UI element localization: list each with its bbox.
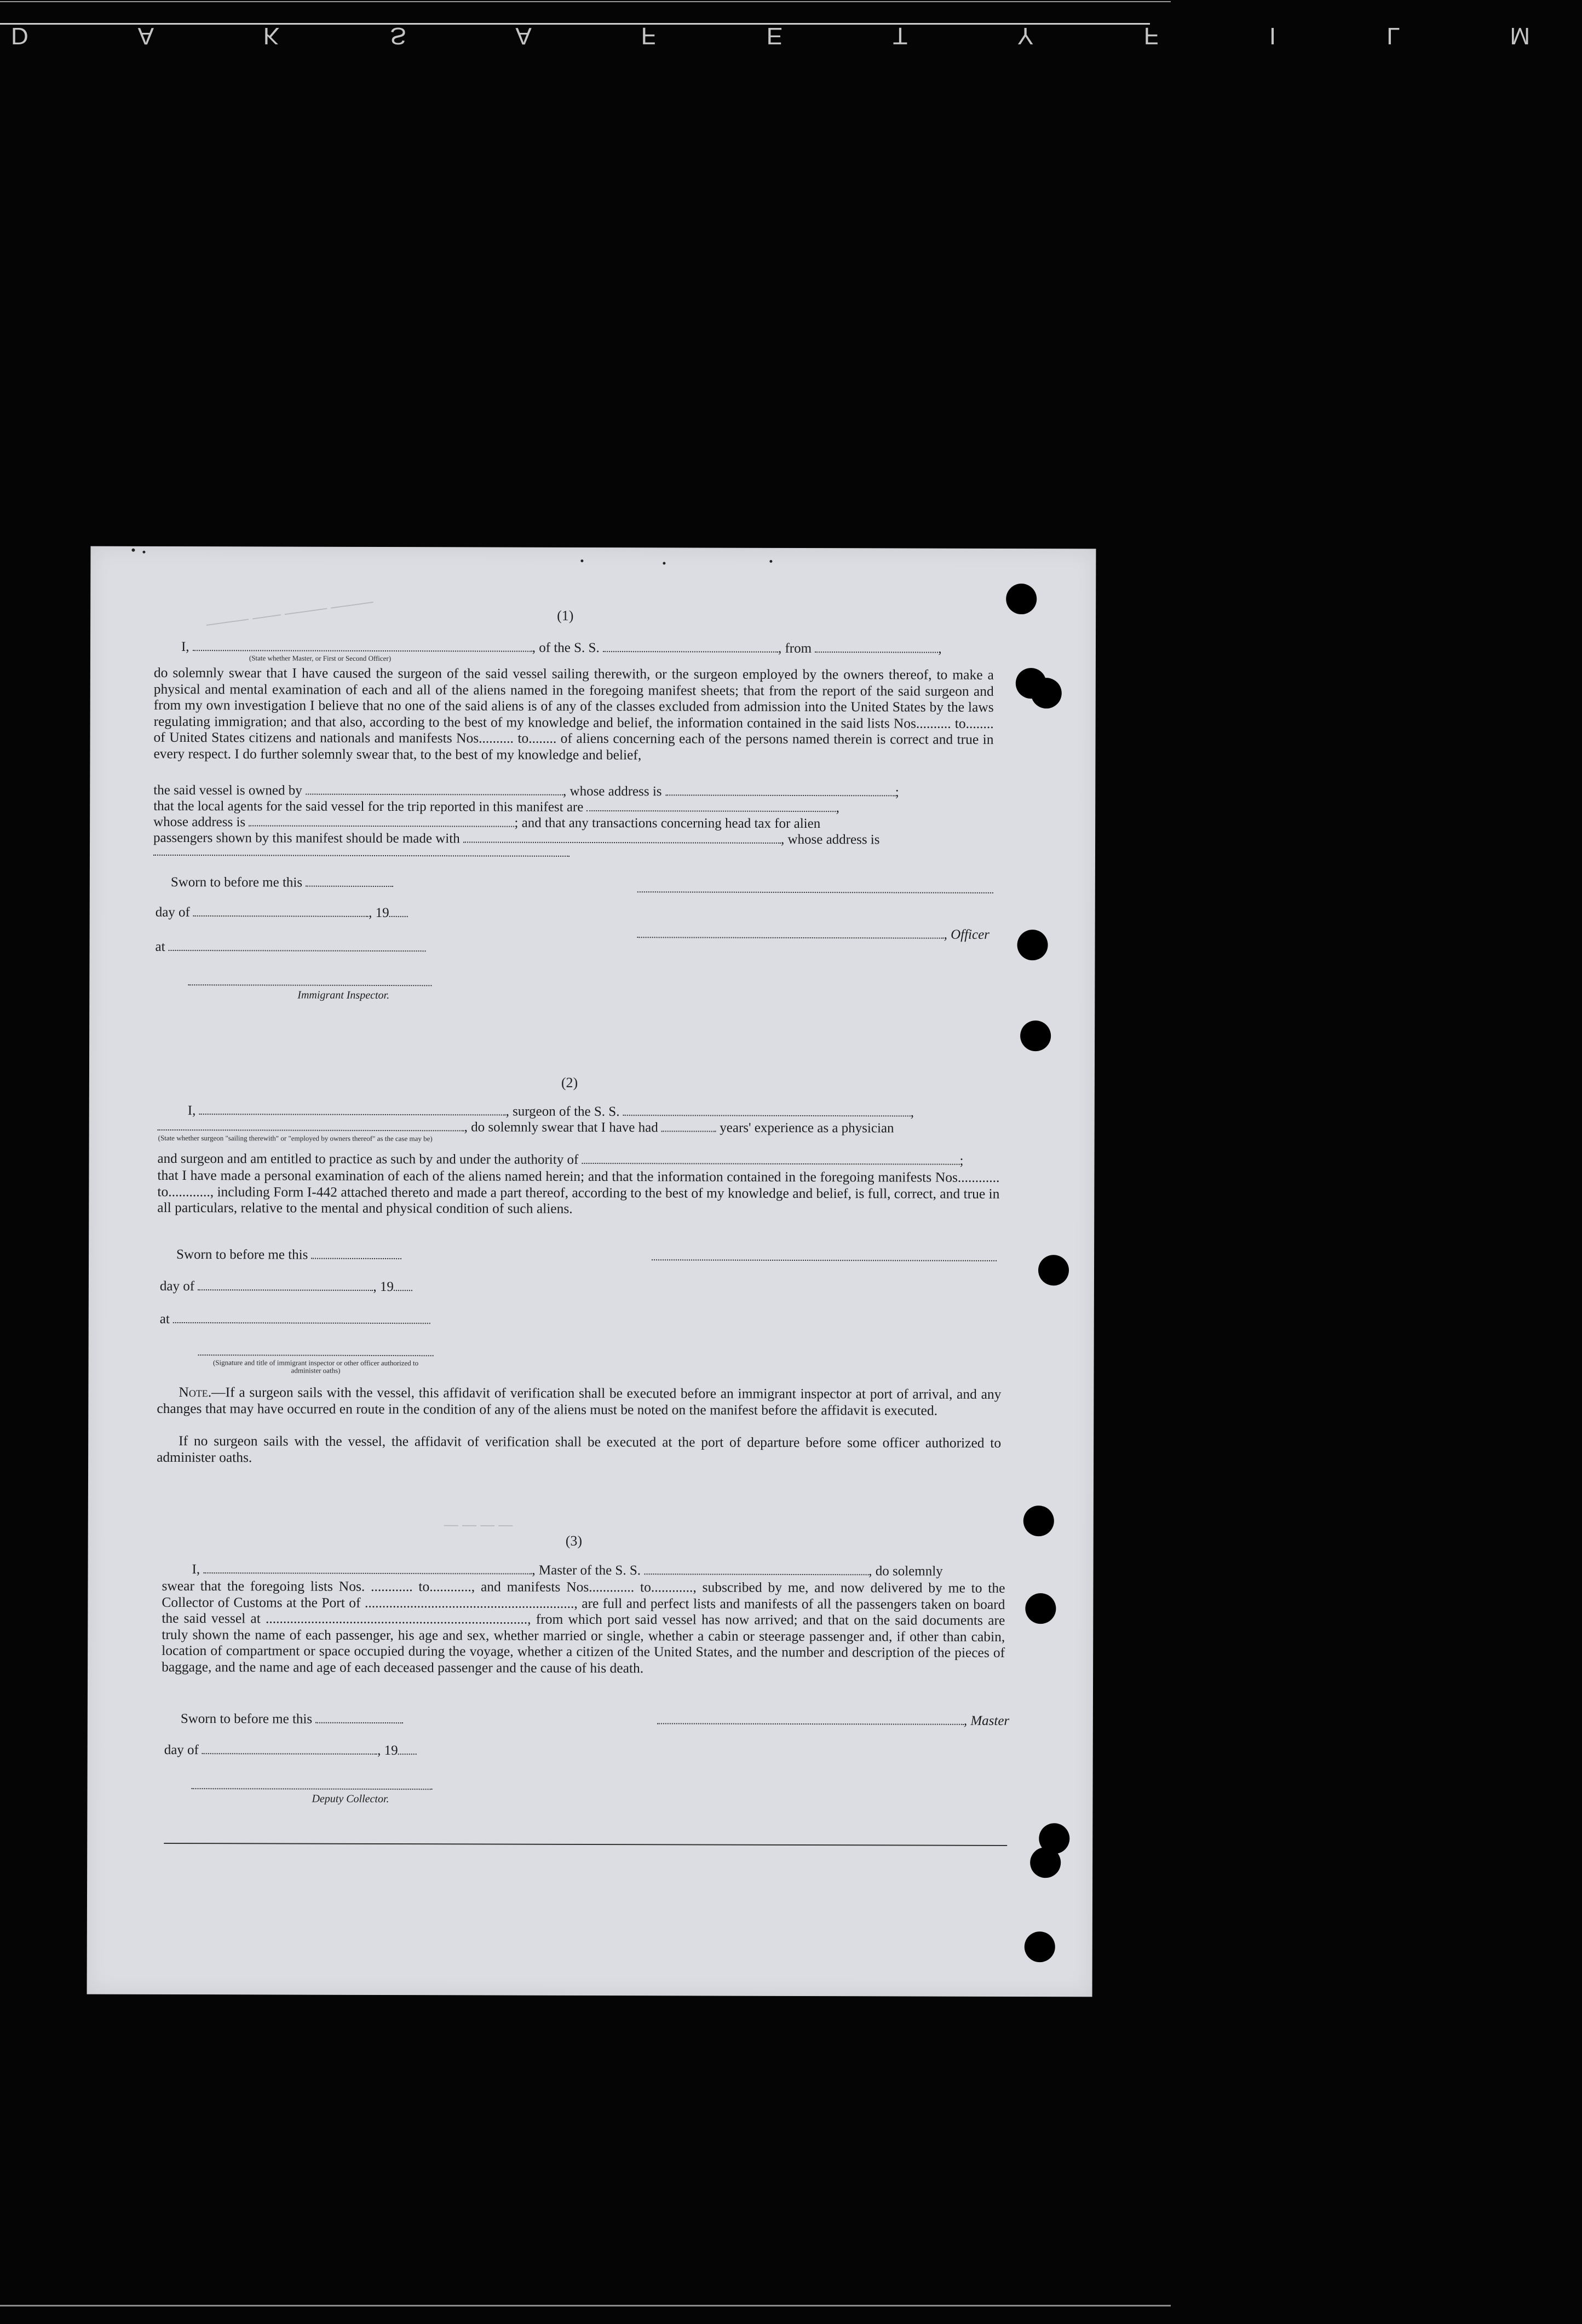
surgeon-signature-blank [652,1259,997,1261]
collector-title: Deputy Collector. [312,1792,389,1806]
line-end: , whose address is [780,832,880,847]
bleed-through-mark: ——— —— ——— ——— [205,592,375,632]
line-end: ; [895,785,899,800]
day-of-label: day of [155,904,190,920]
inspector-signature-blank [188,984,432,986]
continuation-blank [153,855,569,857]
line-lead: and surgeon and am entitled to practice as such by and under the authority of [157,1151,579,1167]
sworn-date-blank [306,876,393,887]
bottom-rule [164,1843,1007,1846]
master-signature-blank [657,1713,964,1725]
punch-hole [1025,1931,1055,1962]
oath-paragraph: do solemnly swear that I have caused the surgeon of the said vessel sailing therewith, or the surgeon employed by the owners thereof, to make a physical and mental examination of each and all of the aliens named in the foregoing manifest sheets; that from the report of the said surgeon and from my own investigation I believe that no one of the said aliens is of any of the classes excluded from admission into the United States by the laws regulating immigration; and that also, according to the best of my knowledge and belief, the information contained in the said lists Nos.......... to........ of United States citizens and nationals and manifests Nos.......... to........ of aliens concerning each of the persons named therein is correct and true in every respect. I do further solemnly swear that, to the best of my knowledge and belief, [153,664,994,763]
section-number: (3) [565,1532,583,1549]
day-of-label: day of [159,1278,195,1294]
punch-hole [1031,678,1062,708]
note-label: Note. [179,1384,212,1400]
punch-hole [1030,1847,1061,1878]
line-tail: , [938,641,942,656]
inspector-title: Immigrant Inspector. [297,989,390,1002]
manifest-affidavit-page [87,546,1096,1997]
punch-hole [1038,1255,1069,1285]
line-lead: I, [187,1103,196,1118]
line-end: , surgeon of the S. S. [505,1104,620,1120]
note-paragraph-2 [157,1433,1001,1467]
day-of-line [156,905,408,921]
punch-hole [1023,1506,1054,1536]
ink-speck [769,560,772,563]
at-line [156,939,426,955]
master-name-blank [203,1562,532,1575]
day-of-line [164,1743,417,1758]
sworn-label: Sworn to before me this [170,874,303,890]
month-blank [193,906,369,917]
head-tax-agent-blank [463,832,781,844]
master-signature-line [657,1712,1009,1729]
port-blank [815,642,938,653]
film-edge-text: D A K S A F E T Y F I L M [11,22,1582,49]
year-label: , 19 [377,1743,398,1758]
line-end: , from [778,641,812,656]
at-label: at [159,1311,170,1327]
day-of-label: day of [164,1742,199,1758]
surgeon-status-blank [158,1120,464,1131]
field-caption: (State whether Master, or First or Second Officer) [249,654,392,663]
sworn-label: Sworn to before me this [180,1711,313,1727]
sworn-date-blank [312,1248,402,1259]
month-blank [202,1743,377,1755]
line-end: , [836,800,839,816]
line-mid: , do solemnly swear that I have had [464,1120,658,1135]
officer-signature-blank-upper [637,891,993,893]
line-end: years' experience as a physician [720,1120,894,1136]
ink-speck [131,549,135,552]
master-oath-paragraph: swear that the foregoing lists Nos. ............ to............, and manifests Nos............. to............, subscribed by me, and now delivered by me to the Collector of Customs at the Port of ............................................................, are full and perfect lists and manifests of all the passengers taken on board the said vessel at ..........................................................................., from which port said vessel has now arrived; and that on the said documents are truly shown the name of each passenger, his age and sex, whether married or single, whether a cabin or steerage passenger and, if other than cabin, location of compartment or space occupied during the voyage, whether a citizen of the United States, and the number and description of the pieces of baggage, and the name and age of each deceased passenger and the cause of his death. [162,1577,1005,1676]
month-blank [198,1279,373,1291]
line-lead: I, [181,639,189,655]
line-mid: , whose address is [562,783,662,799]
line-lead: passengers shown by this manifest should be made with [153,830,460,846]
section-number: (1) [557,607,574,624]
year-blank [394,1280,412,1291]
line-tail: , [910,1105,914,1120]
agents-blank [587,800,836,812]
sworn-line [176,1247,402,1263]
vessel-blank [644,1564,868,1575]
agents-line [153,799,839,816]
sworn-date-blank [315,1712,403,1723]
owner-line [153,783,899,800]
authority-line [157,1151,963,1169]
place-blank [169,940,426,951]
name-blank [193,640,532,652]
line-mid: , of the S. S. [532,640,600,656]
ink-speck [580,560,583,562]
agents-address-line [153,815,820,832]
line-mid: , Master of the S. S. [532,1562,641,1578]
ink-speck [663,562,665,564]
film-edge-line [0,2305,1171,2306]
collector-signature-blank [192,1788,433,1790]
signature-caption: (Signature and title of immigrant inspector or other officer authorized to administer oaths) [212,1358,419,1375]
surgeon-declaration-line [188,1103,914,1120]
year-label: , 19 [369,905,389,921]
note-paragraph [157,1384,1001,1418]
officer-signature-line [637,926,990,943]
line-lead: I, [192,1562,200,1577]
master-line [192,1562,943,1579]
surgeon-name-blank [199,1104,506,1115]
film-edge-line [0,1,1171,2]
punch-hole [1025,1593,1056,1624]
year-blank [389,906,408,917]
years-blank [661,1121,716,1132]
sworn-line [181,1711,404,1727]
vessel-blank [623,1105,911,1116]
head-tax-line [153,831,880,847]
authority-blank [582,1153,960,1165]
year-blank [398,1744,417,1755]
line-lead: that the local agents for the said vessel for the trip reported in this manifest are [153,798,584,815]
day-of-line [160,1279,412,1295]
ink-speck [142,551,145,553]
year-label: , 19 [373,1279,394,1295]
vessel-blank [603,641,778,653]
officer-signature-blank [637,927,944,938]
note-text: —If a surgeon sails with the vessel, this affidavit of verification shall be executed before an immigrant inspector at port of arrival, and any changes that may have occurred en route in the condition of any of the aliens must be noted on the manifest before the affidavit is executed. [157,1384,1002,1418]
examination-paragraph: that I have made a personal examination of each of the aliens named herein; and that the information contained in the foregoing manifests Nos............ to............, including Form I-442 attached thereto and made a part thereof, according to the best of my knowledge and belief, is full, correct, and true in all particulars, relative to the mental and physical condition of such aliens. [157,1167,1000,1216]
punch-hole [1020,1020,1051,1051]
line-lead: whose address is [153,814,246,830]
agents-address-blank [249,815,514,827]
line-end: ; and that any transactions concerning head tax for alien [514,815,821,832]
officer-label: , Officer [944,927,990,942]
punch-hole [1006,584,1037,614]
at-line [160,1312,430,1328]
field-caption: (State whether surgeon "sailing therewith" or "employed by owners thereof" as the case may be) [158,1133,433,1143]
sworn-label: Sworn to before me this [176,1247,308,1262]
owner-blank [306,784,563,795]
inspector-signature-blank [198,1354,434,1356]
punch-hole [1017,930,1048,960]
film-edge-marking [0,16,1582,49]
line-end: , do solemnly [868,1564,943,1579]
owner-address-blank [665,785,895,796]
line-end: ; [959,1153,964,1168]
note-text: If no surgeon sails with the vessel, the affidavit of verification shall be executed at the port of departure before some officer authorized to administer oaths. [157,1433,1002,1465]
line-lead: the said vessel is owned by [153,782,302,798]
place-blank [173,1312,430,1324]
bleed-through-mark: — — — — [444,1516,513,1533]
master-label: , Master [963,1713,1010,1729]
section-number: (2) [561,1074,578,1091]
at-label: at [155,939,165,954]
sworn-line [171,875,394,891]
